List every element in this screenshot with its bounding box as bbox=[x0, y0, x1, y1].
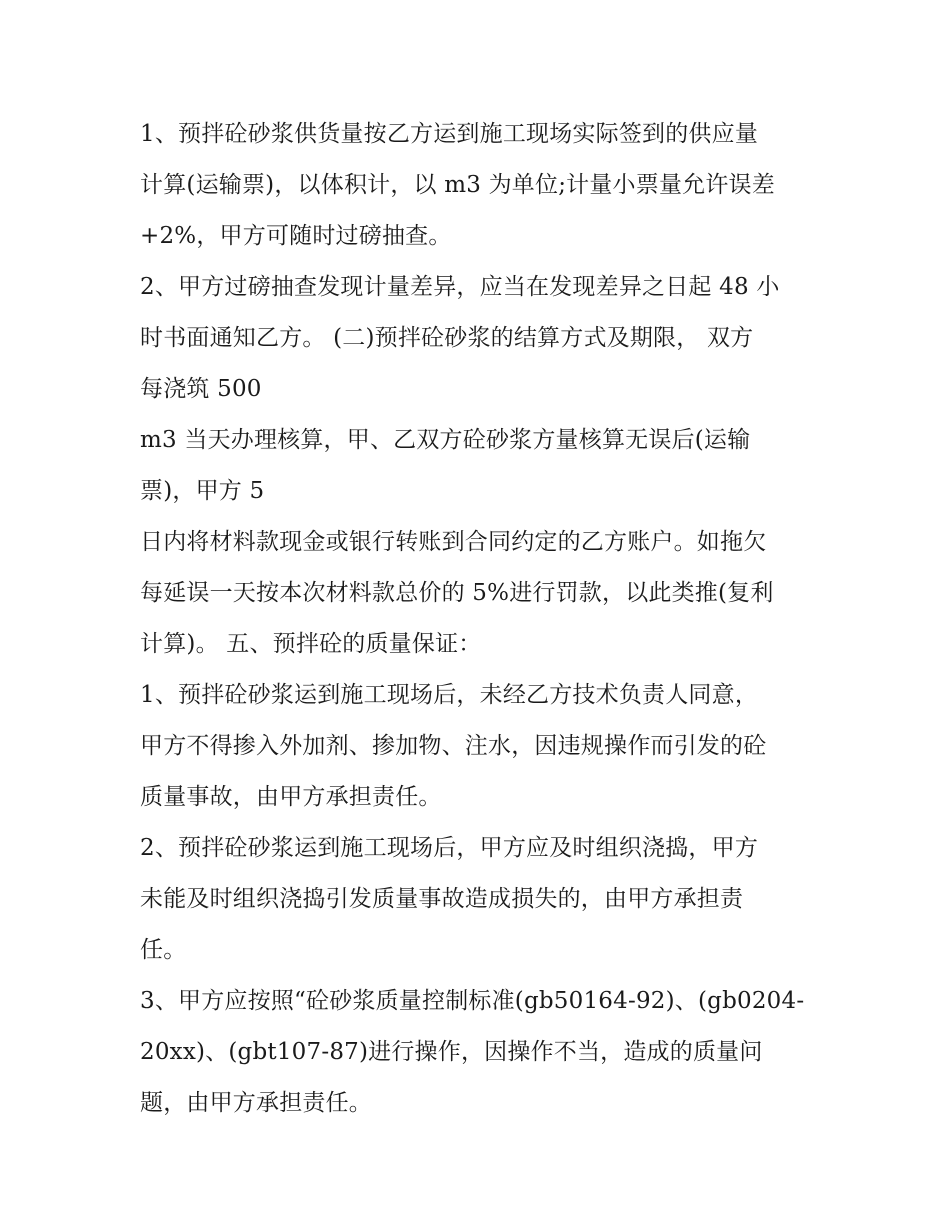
text-line: 未能及时组织浇捣引发质量事故造成损失的，由甲方承担责 bbox=[140, 886, 744, 912]
text-line: 20xx)、(gbt107-87)进行操作，因操作不当，造成的质量问 bbox=[140, 1039, 763, 1065]
text-line: 每浇筑 500 bbox=[140, 376, 262, 402]
text-line: 2、预拌砼砂浆运到施工现场后，甲方应及时组织浇捣，甲方 bbox=[140, 835, 759, 861]
text-line: +2%，甲方可随时过磅抽查。 bbox=[140, 223, 452, 249]
text-line: 质量事故，由甲方承担责任。 bbox=[140, 784, 442, 810]
text-line: 2、甲方过磅抽查发现计量差异，应当在发现差异之日起 48 小 bbox=[140, 274, 780, 300]
text-line: 任。 bbox=[140, 937, 187, 963]
text-line: 票)，甲方 5 bbox=[140, 478, 265, 504]
text-line: 3、甲方应按照“砼砂浆质量控制标准(gb50164-92)、(gb0204- bbox=[140, 988, 805, 1014]
text-line: m3 当天办理核算，甲、乙双方砼砂浆方量核算无误后(运输 bbox=[140, 427, 751, 453]
text-line: 1、预拌砼砂浆供货量按乙方运到施工现场实际签到的供应量 bbox=[140, 121, 759, 147]
text-line: 计算)。 五、预拌砼的质量保证： bbox=[140, 631, 482, 657]
text-line: 1、预拌砼砂浆运到施工现场后，未经乙方技术负责人同意， bbox=[140, 682, 759, 708]
document-body bbox=[140, 109, 830, 1129]
text-line: 计算(运输票)，以体积计，以 m3 为单位;计量小票量允许误差 bbox=[140, 172, 775, 198]
text-line: 日内将材料款现金或银行转账到合同约定的乙方账户。如拖欠 bbox=[140, 529, 767, 555]
text-line: 题，由甲方承担责任。 bbox=[140, 1090, 372, 1116]
text-line: 每延误一天按本次材料款总价的 5%进行罚款，以此类推(复利 bbox=[140, 580, 774, 606]
text-line: 甲方不得掺入外加剂、掺加物、注水，因违规操作而引发的砼 bbox=[140, 733, 767, 759]
text-line: 时书面通知乙方。 (二)预拌砼砂浆的结算方式及期限， 双方 bbox=[140, 325, 754, 351]
